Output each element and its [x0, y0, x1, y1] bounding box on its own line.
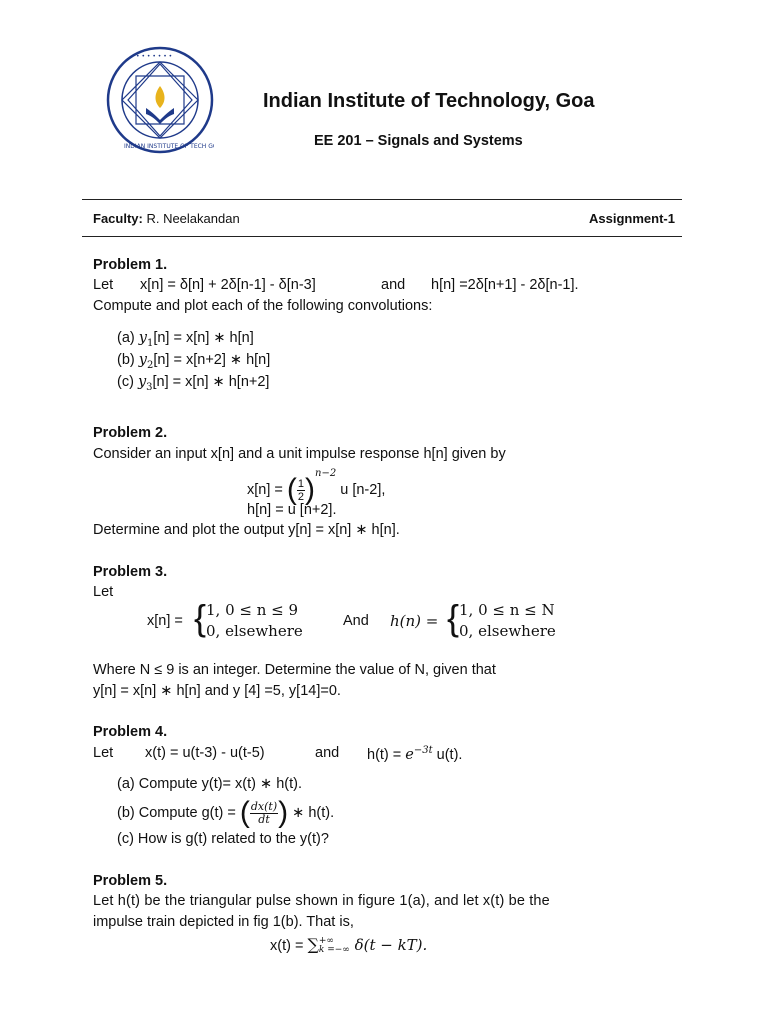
y-sub: 2	[146, 359, 154, 371]
sum-upper: +∞	[318, 936, 334, 947]
denominator: 2	[297, 490, 305, 503]
problem-1-let: Let	[93, 277, 114, 293]
problem-2-task: Determine and plot the output y[n] = x[n] ∗ h[n].	[93, 522, 400, 538]
problem-3-h-lhs: h(n) =	[390, 612, 439, 630]
x-case-1: 1, 0 ≤ n ≤ 9	[206, 601, 299, 619]
svg-text:• • • • • • •: • • • • • • •	[136, 53, 173, 60]
faculty-name: R. Neelakandan	[142, 211, 240, 226]
problem-3-line-2: y[n] = x[n] ∗ h[n] and y [4] =5, y[14]=0.	[93, 683, 341, 699]
problem-3-title: Problem 3.	[93, 564, 168, 580]
bottom-rule	[82, 236, 682, 237]
faculty-line	[93, 211, 240, 226]
h-case-2: 0, elsewhere	[459, 622, 556, 640]
part-c-label: (c)	[117, 374, 138, 390]
part-b-expr: [n] = x[n+2] ∗ h[n]	[153, 352, 271, 368]
part-a-expr: [n] = x[n] ∗ h[n]	[153, 330, 254, 346]
problem-4-part-c: (c) How is g(t) related to the y(t)?	[117, 831, 329, 847]
part-a-label: (a)	[117, 330, 139, 346]
y-var: y	[138, 330, 147, 346]
x-case-2: 0, elsewhere	[206, 622, 303, 640]
y-var: y	[138, 352, 147, 368]
part-b-pre: (b) Compute g(t) =	[117, 805, 240, 821]
problem-4-part-b	[117, 798, 334, 828]
problem-1-intro: Compute and plot each of the following convolutions:	[93, 298, 433, 314]
problem-1-and: and	[381, 277, 406, 293]
problem-3-x-lhs: x[n] =	[147, 613, 183, 629]
problem-4-title: Problem 4.	[93, 724, 168, 740]
problem-5-title: Problem 5.	[93, 873, 168, 889]
problem-1-part-b	[117, 352, 270, 371]
problem-5-line-2: impulse train depicted in fig 1(b). That is,	[93, 914, 354, 930]
faculty-label: Faculty:	[93, 211, 143, 226]
numerator: dx(t)	[250, 799, 278, 813]
x-brace: {	[194, 597, 207, 638]
exp-power: −3t	[413, 745, 433, 756]
part-b-label: (b)	[117, 352, 139, 368]
h-pre: h(t) =	[367, 746, 406, 763]
exponent: n−2	[315, 468, 337, 479]
problem-2-h: h[n] = u [n+2].	[247, 502, 337, 518]
problem-4-part-a: (a) Compute y(t)= x(t) ∗ h(t).	[117, 776, 302, 792]
fraction	[297, 478, 305, 503]
problem-5-line-1: Let h(t) be the triangular pulse shown in figure 1(a), and let x(t) be the	[93, 893, 550, 909]
right-paren: )	[305, 473, 316, 507]
problem-5-x	[270, 935, 427, 955]
derivative-fraction	[250, 801, 278, 826]
left-paren: (	[239, 796, 250, 829]
problem-3-let: Let	[93, 584, 114, 600]
right-paren: )	[278, 796, 289, 829]
problem-1-part-c	[117, 374, 269, 393]
sum-symbol: ∑	[307, 935, 319, 954]
problem-2-x	[247, 468, 385, 505]
top-rule	[82, 199, 682, 200]
problem-4-x: x(t) = u(t-3) - u(t-5)	[145, 745, 265, 761]
problem-4-let: Let	[93, 745, 114, 761]
problem-2-title: Problem 2.	[93, 425, 168, 441]
problem-1-x: x[n] = δ[n] + 2δ[n-1] - δ[n-3]	[140, 277, 316, 293]
institute-logo	[106, 46, 214, 154]
institute-title: Indian Institute of Technology, Goa	[263, 90, 595, 112]
exp-base: e	[405, 746, 414, 763]
course-title: EE 201 – Signals and Systems	[314, 133, 523, 149]
denominator: dt	[258, 812, 270, 826]
problem-2-intro: Consider an input x[n] and a unit impulse response h[n] given by	[93, 446, 506, 462]
h-post: u(t).	[432, 746, 463, 763]
problem-3-line-1: Where N ≤ 9 is an integer. Determine the value of N, given that	[93, 662, 496, 678]
assignment-label: Assignment-1	[589, 211, 675, 226]
part-b-post: ∗ h(t).	[288, 805, 335, 821]
problem-4-and: and	[315, 745, 340, 761]
y-sub: 3	[146, 381, 153, 393]
x-rhs: u [n-2],	[336, 482, 386, 499]
numerator: 1	[297, 477, 305, 490]
y-var: y	[137, 374, 147, 390]
part-c-expr: [n] = x[n] ∗ h[n+2]	[152, 374, 270, 390]
h-case-1: 1, 0 ≤ n ≤ N	[459, 601, 555, 619]
problem-1-h: h[n] =2δ[n+1] - 2δ[n-1].	[431, 277, 579, 293]
y-sub: 1	[146, 337, 154, 349]
x-rhs: δ(t − kT).	[349, 936, 428, 954]
sum-lower: k =−∞	[318, 945, 350, 956]
x-lhs: x[n] =	[247, 482, 287, 499]
svg-text:INDIAN INSTITUTE OF TECH GOA: INDIAN INSTITUTE OF TECH GOA	[124, 143, 214, 150]
sum-limits	[319, 937, 350, 955]
problem-1-title: Problem 1.	[93, 257, 168, 273]
x-lhs: x(t) =	[270, 938, 308, 954]
problem-4-h	[367, 745, 462, 763]
left-paren: (	[286, 473, 297, 507]
h-brace: {	[447, 597, 460, 638]
problem-1-part-a	[117, 330, 254, 349]
problem-3-and: And	[343, 613, 369, 629]
